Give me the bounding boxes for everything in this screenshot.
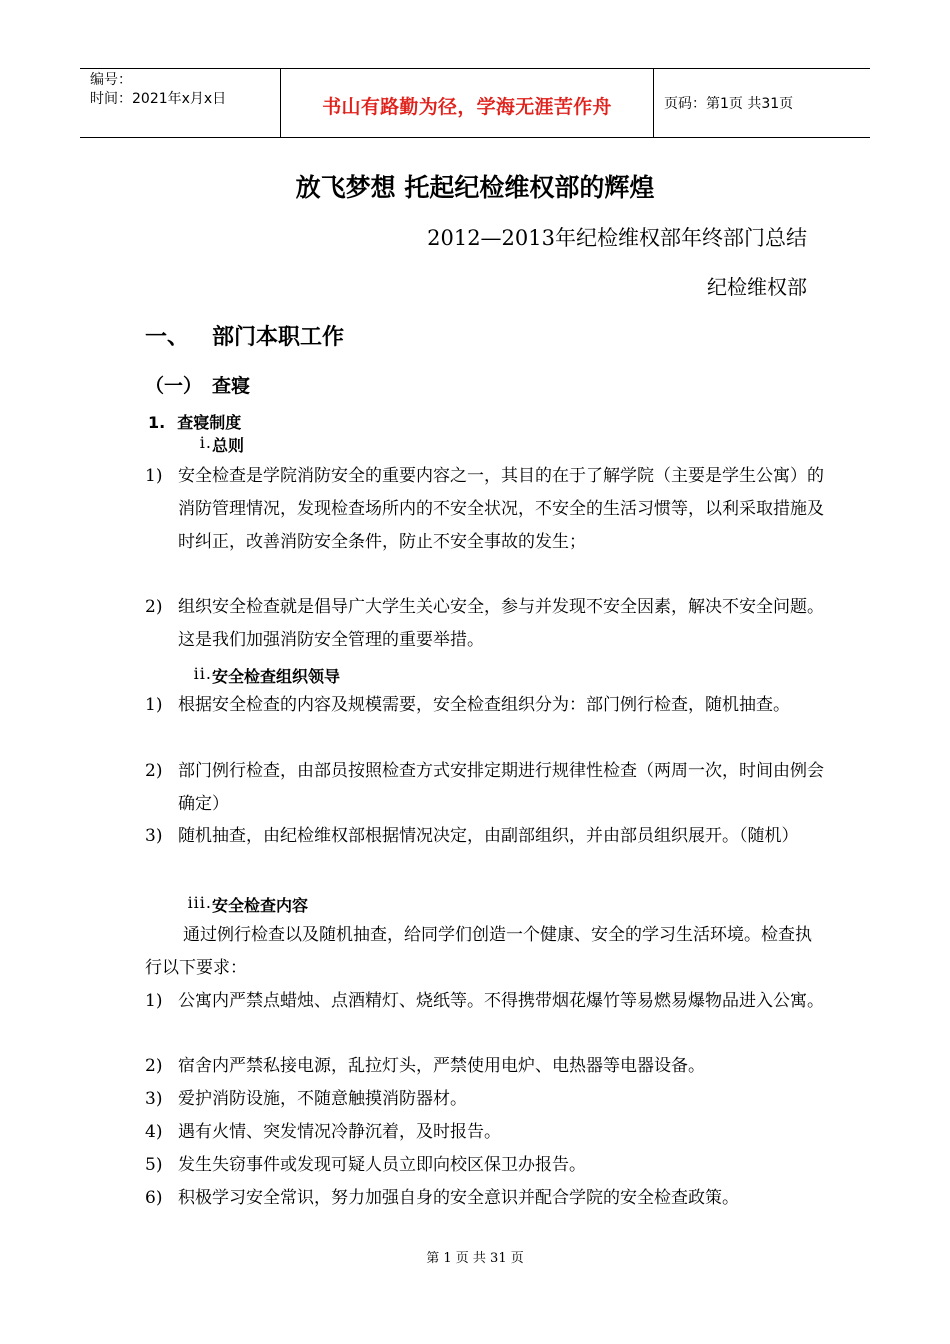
header-motto: 书山有路勤为径，学海无涯苦作舟 [322,95,612,118]
list-item [145,591,825,657]
document-title: 放飞梦想 托起纪检维权部的辉煌 [295,173,655,202]
list-item-text: 根据安全检查的内容及规模需要，安全检查组织分为：部门例行检查，随机抽查。 [178,695,790,715]
list-item [145,1050,825,1083]
list-item [145,1116,825,1149]
roman-heading-iii [140,893,309,915]
roman-title: 安全检查组织领导 [212,667,341,686]
list-item [145,1149,825,1182]
roman-title: 安全检查内容 [212,896,309,915]
header-page-cell [654,69,870,137]
list-item-text: 公寓内严禁点蜡烛、点酒精灯、烧纸等。不得携带烟花爆竹等易燃易爆物品进入公寓。 [178,991,824,1011]
list-item [145,755,825,821]
roman-title: 总则 [212,436,245,455]
subsection-number: （一） [145,375,203,397]
body-paragraph: 通过例行检查以及随机抽查，给同学们创造一个健康、安全的学习生活环境。检查执行以下要求： [145,925,812,978]
list-item [145,820,825,853]
header-motto-cell [281,69,654,137]
subsubsection-heading [148,410,241,433]
header-meta-cell [80,69,281,137]
roman-heading-ii [140,664,341,686]
list-item [145,1083,825,1116]
list-item-text: 组织安全检查就是倡导广大学生关心安全，参与并发现不安全因素，解决不安全问题。这是我们加强消防安全管理的重要举措。 [178,597,824,650]
section-number: 一、 [145,325,190,350]
list-item-text: 爱护消防设施，不随意触摸消防器材。 [178,1089,467,1109]
subsubsection-number: 1. [148,413,166,432]
list-item-number: 2) [145,597,163,617]
list-item [145,1182,825,1215]
roman-number: ii. [193,664,212,683]
document-time-label: 时间：2021年x月x日 [90,91,227,107]
section-title: 部门本职工作 [212,325,345,350]
subsection-heading [145,371,251,398]
list-item-text: 遇有火情、突发情况冷静沉着，及时报告。 [178,1122,501,1142]
header-page-info: 页码：第1页 共31页 [664,96,794,112]
list-item [145,689,825,722]
list-item-text: 积极学习安全常识，努力加强自身的安全意识并配合学院的安全检查政策。 [178,1188,739,1208]
document-subtitle: 2012—2013年纪检维权部年终部门总结 [427,226,807,250]
list-item-number: 2) [145,1056,163,1076]
list-item-number: 2) [145,761,163,781]
list-item-number: 3) [145,1089,163,1109]
list-item-text: 随机抽查，由纪检维权部根据情况决定，由副部组织，并由部员组织展开。（随机） [178,826,799,846]
list-item-text: 部门例行检查，由部员按照检查方式安排定期进行规律性检查（两周一次，时间由例会确定） [178,761,824,814]
roman-heading-i [140,433,245,455]
list-item-number: 1) [145,695,163,715]
list-item-number: 6) [145,1188,163,1208]
list-item-number: 5) [145,1155,163,1175]
subsubsection-title: 查寝制度 [177,413,242,432]
list-item-number: 4) [145,1122,163,1142]
roman-number: i. [199,433,212,452]
list-item-text: 安全检查是学院消防安全的重要内容之一，其目的在于了解学院（主要是学生公寓）的消防管理情况，发现检查场所内的不安全状况，不安全的生活习惯等，以利采取措施及时纠正，改善消防安全条件，防止不安全事故的发生； [178,466,824,552]
list-item [145,460,825,559]
document-number-label: 编号： [90,72,132,88]
department-name: 纪检维权部 [707,275,807,299]
section-heading-1 [145,320,345,351]
list-item-text: 宿舍内严禁私接电源，乱拉灯头，严禁使用电炉、电热器等电器设备。 [178,1056,705,1076]
list-item [145,985,825,1018]
list-item-number: 1) [145,991,163,1011]
page-footer: 第 1 页 共 31 页 [426,1251,524,1266]
roman-number: iii. [187,893,212,912]
list-item-text: 发生失窃事件或发现可疑人员立即向校区保卫办报告。 [178,1155,586,1175]
header-table [80,68,870,138]
list-item-number: 3) [145,826,163,846]
subsection-title: 查寝 [212,375,251,397]
list-item-number: 1) [145,466,163,486]
